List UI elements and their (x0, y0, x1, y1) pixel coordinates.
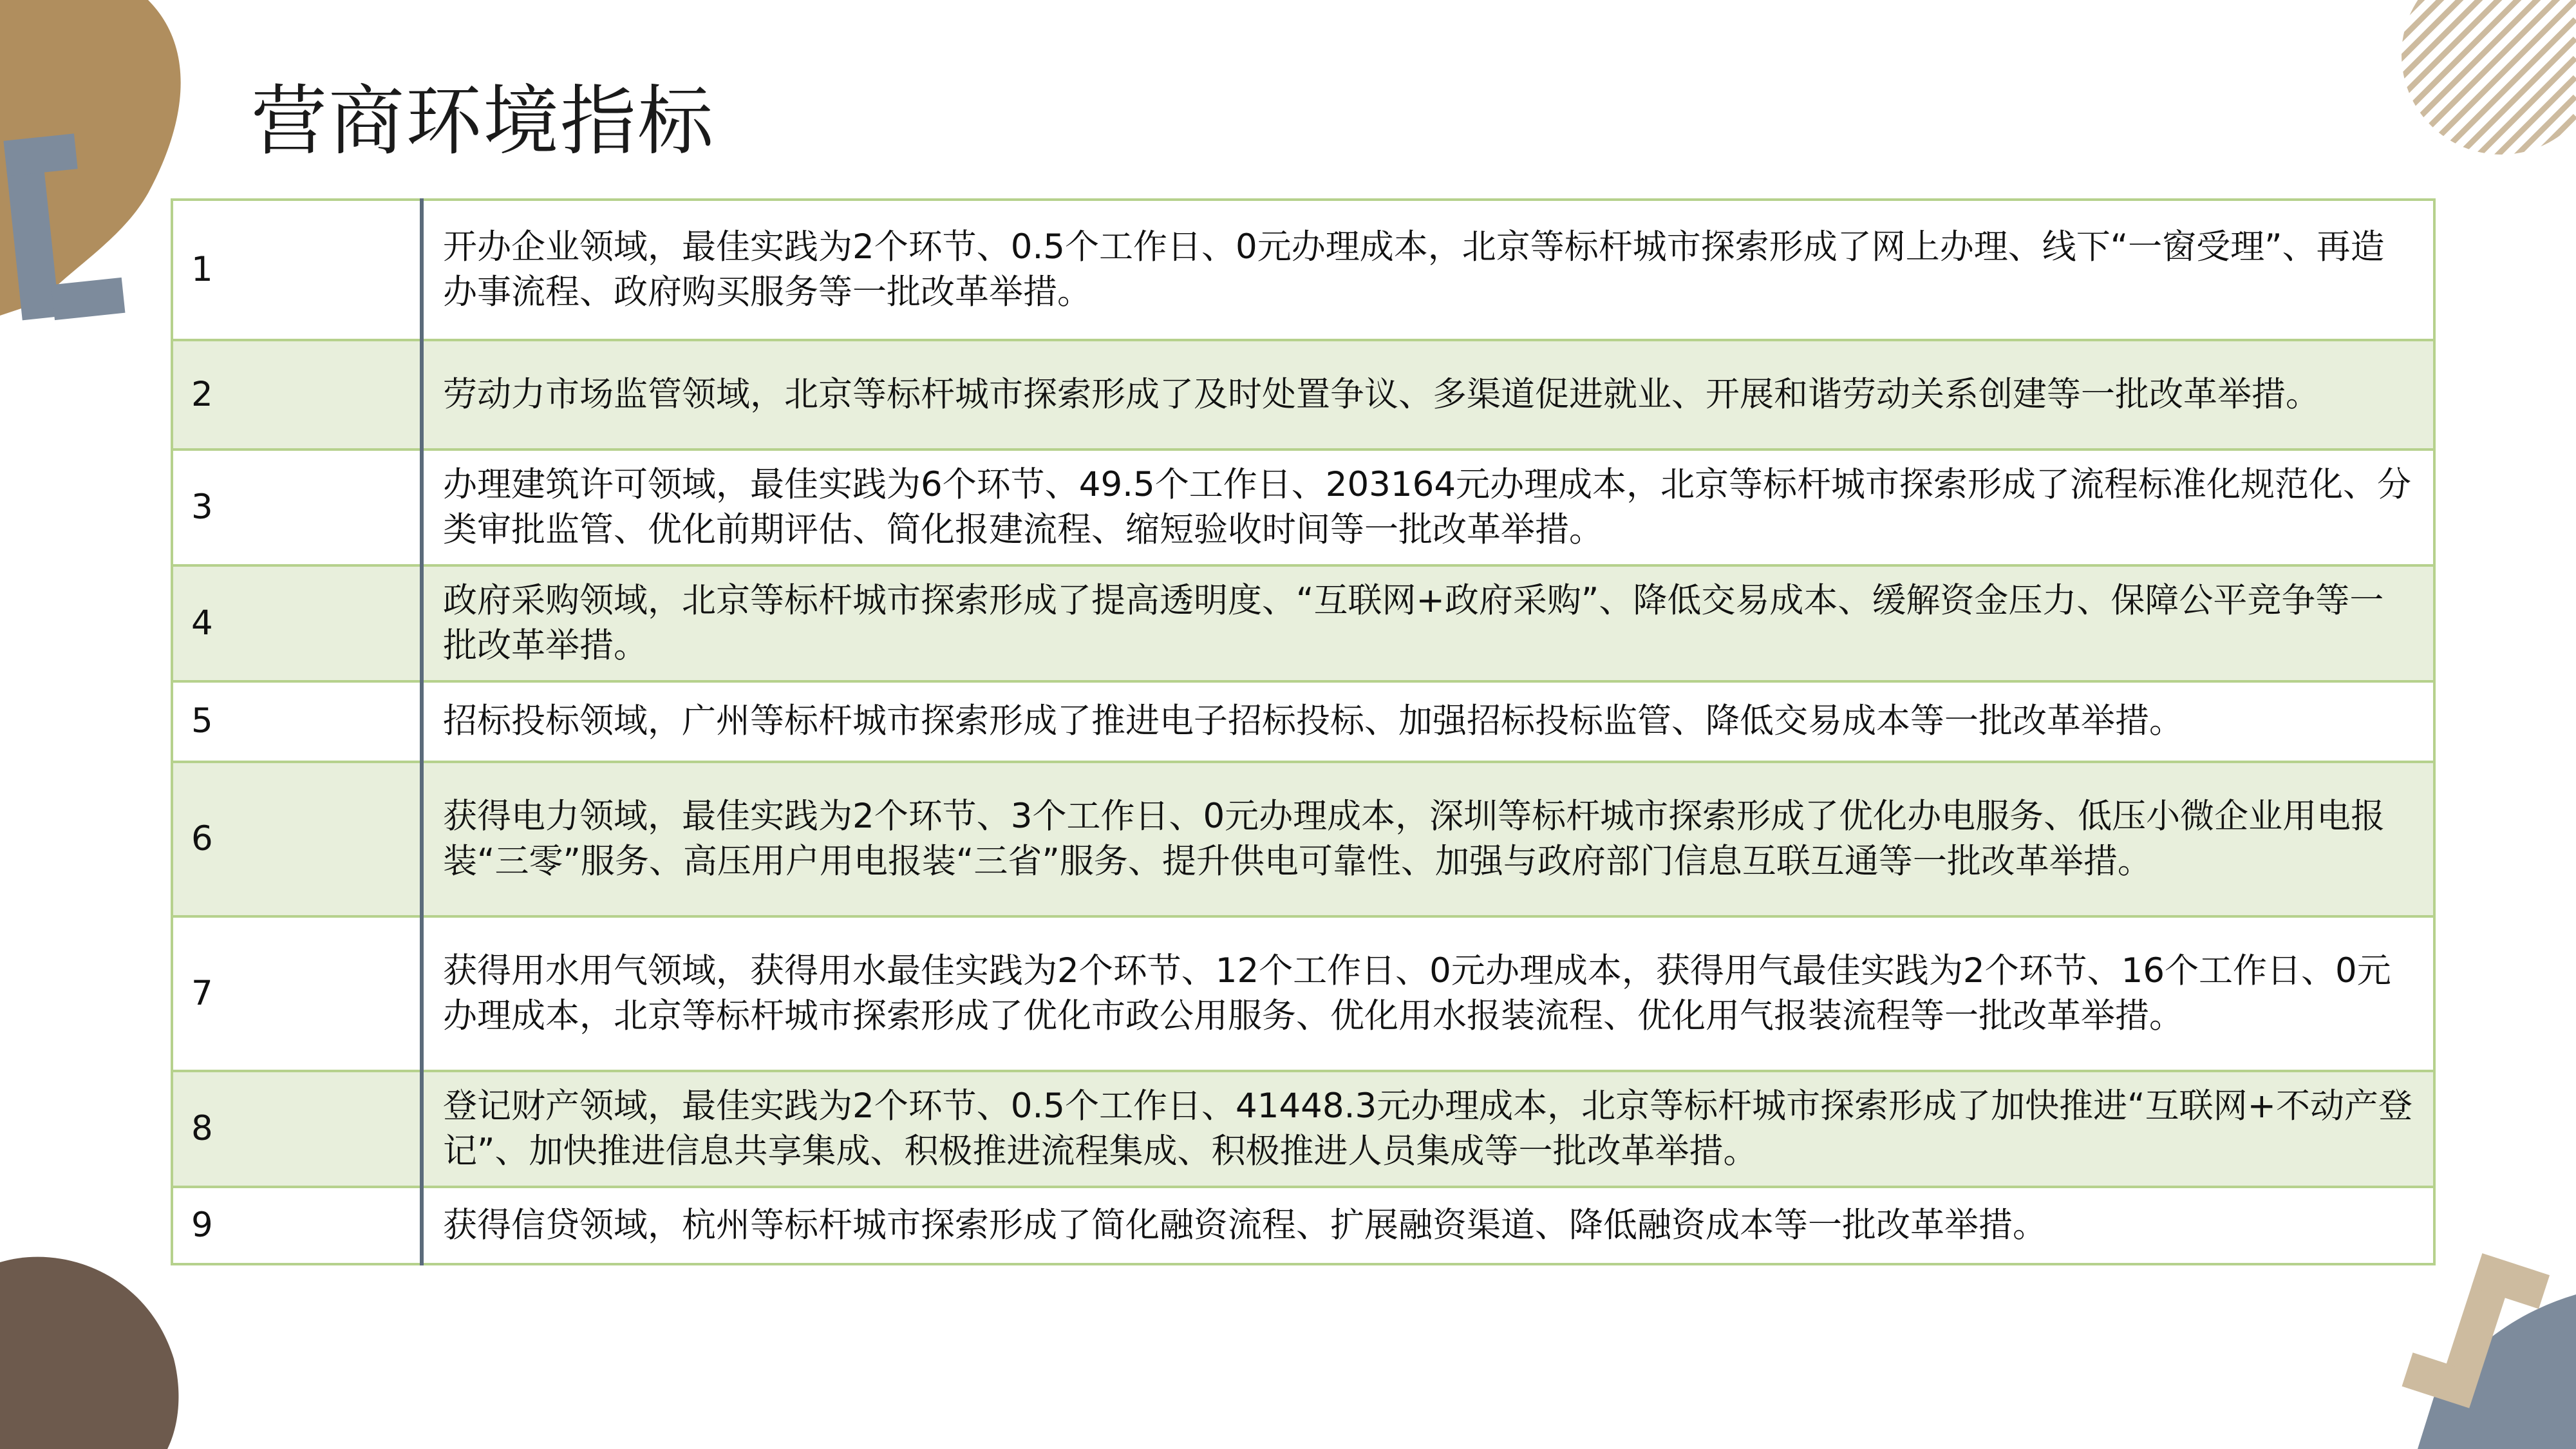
row-number: 4 (172, 565, 422, 681)
row-text: 获得电力领域，最佳实践为2个环节、3个工作日、0元办理成本，深圳等标杆城市探索形成了优化办电服务、低压小微企业用电报装“三零”服务、高压用户用电报装“三省”服务、提升供电可靠性、加强与政府部门信息互联互通等一批改革举措。 (422, 762, 2434, 916)
decoration-top-right-circle (2382, 0, 2576, 161)
decoration-top-left (0, 0, 193, 361)
table-row (172, 450, 2434, 565)
row-text: 获得信贷领域，杭州等标杆城市探索形成了简化融资流程、扩展融资渠道、降低融资成本等一批改革举措。 (422, 1187, 2434, 1264)
row-text: 招标投标领域，广州等标杆城市探索形成了推进电子招标投标、加强招标投标监管、降低交易成本等一批改革举措。 (422, 681, 2434, 762)
table-row (172, 681, 2434, 762)
table-row (172, 916, 2434, 1071)
table-row (172, 565, 2434, 681)
row-number: 6 (172, 762, 422, 916)
row-number: 1 (172, 200, 422, 340)
row-text: 登记财产领域，最佳实践为2个环节、0.5个工作日、41448.3元办理成本，北京等标杆城市探索形成了加快推进“互联网+不动产登记”、加快推进信息共享集成、积极推进流程集成、积极推进人员集成等一批改革举措。 (422, 1071, 2434, 1187)
row-text: 获得用水用气领域，获得用水最佳实践为2个环节、12个工作日、0元办理成本，获得用气最佳实践为2个环节、16个工作日、0元办理成本，北京等标杆城市探索形成了优化市政公用服务、优化用水报装流程、优化用气报装流程等一批改革举措。 (422, 916, 2434, 1071)
table-row (172, 762, 2434, 916)
row-text: 办理建筑许可领域，最佳实践为6个环节、49.5个工作日、203164元办理成本，北京等标杆城市探索形成了流程标准化规范化、分类审批监管、优化前期评估、简化报建流程、缩短验收时间等一批改革举措。 (422, 450, 2434, 565)
row-number: 5 (172, 681, 422, 762)
row-text: 劳动力市场监管领域，北京等标杆城市探索形成了及时处置争议、多渠道促进就业、开展和谐劳动关系创建等一批改革举措。 (422, 340, 2434, 450)
row-number: 8 (172, 1071, 422, 1187)
table-row (172, 1071, 2434, 1187)
table-row (172, 1187, 2434, 1264)
table-row (172, 200, 2434, 340)
row-number: 3 (172, 450, 422, 565)
row-text: 政府采购领域，北京等标杆城市探索形成了提高透明度、“互联网+政府采购”、降低交易成本、缓解资金压力、保障公平竞争等一批改革举措。 (422, 565, 2434, 681)
page-title: 营商环境指标 (251, 77, 715, 166)
row-text: 开办企业领域，最佳实践为2个环节、0.5个工作日、0元办理成本，北京等标杆城市探索形成了网上办理、线下“一窗受理”、再造办事流程、政府购买服务等一批改革举措。 (422, 200, 2434, 340)
indicator-table (171, 198, 2436, 1265)
table-row (172, 340, 2434, 450)
row-number: 7 (172, 916, 422, 1071)
row-number: 9 (172, 1187, 422, 1264)
decoration-bottom-left (0, 1249, 193, 1449)
row-number: 2 (172, 340, 422, 450)
